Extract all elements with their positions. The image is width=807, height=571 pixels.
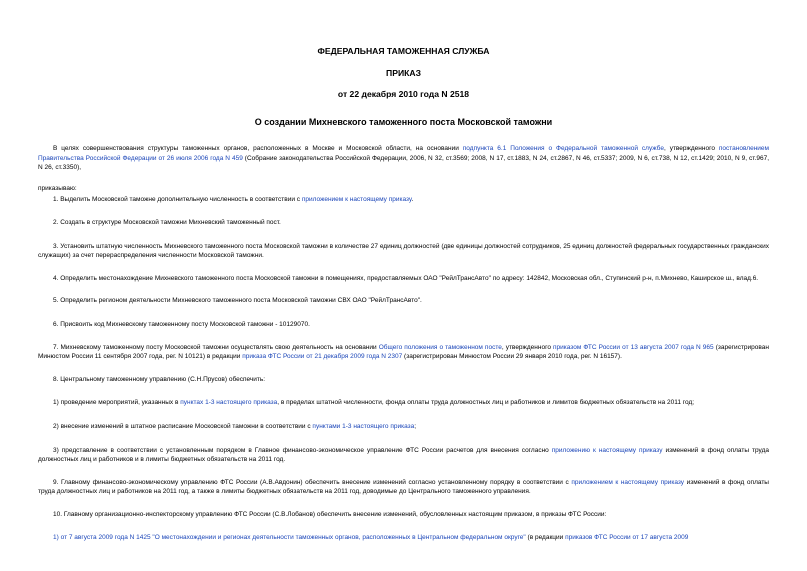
item-8-1 [38,398,769,408]
item-8-3-end: изменений в фонд оплаты труда должностных лиц и работников и в лимиты бюджетных обязательств на 2011 год. [38,446,769,464]
item-1-end: . [411,196,414,204]
item-9-text: 9. Главному финансово-экономическому управлению ФТС России (А.В.Авдонин) обеспечить внесение изменений согласно установленному порядку в соответствии с [53,478,572,486]
link-fts-regulation[interactable]: подпункта 6.1 Положения о Федеральной таможенной службе [462,145,664,152]
item-8-2-text: 2) внесение изменений в штатное расписание Московской таможни в соответствии с [53,422,313,430]
item-8-3-text: 3) представление в соответствии с установленным порядком в Главное финансово-экономическое управление ФТС России расчетов для внесения согласно [53,446,552,454]
item-6: 6. Присвоить код Михневскому таможенному посту Московской таможни - 10129070. [53,320,310,328]
item-8-1-text: 1) проведение мероприятий, указанных в [53,399,181,407]
link-appendix-3[interactable]: приложением к настоящему приказу [571,478,685,486]
item-9-end: изменений в фонд оплаты труда должностных лиц и работников на 2011 год, а также в лимиты бюджетных обязательств на 2011 год, доводимые до Центрального таможенного управления. [38,478,769,496]
item-4: 4. Определить местонахождение Михневского таможенного поста Московской таможни в помещениях, предоставляемых ОАО "РейлТрансАвто" по адресу: 142842, Московская обл., Ступинский р-н, п.Михнево, Каширское ш., влад.6. [53,274,759,282]
document-body [38,144,769,543]
link-points-1-3[interactable]: пунктами 1-3 настоящего приказа [312,422,415,430]
item-8: 8. Центральному таможенному управлению (С.Н.Прусов) обеспечить: [53,375,266,383]
link-order-965[interactable]: приказом ФТС России от 13 августа 2007 года N 965 [553,343,714,351]
date-line: от 22 декабря 2010 года N 2518 [337,89,470,99]
item-7-text-2: , утвержденного [501,343,553,351]
item-10-1-text: (в редакции [525,534,566,542]
agency-heading: ФЕДЕРАЛЬНАЯ ТАМОЖЕННАЯ СЛУЖБА [317,46,490,56]
link-items-1-3[interactable]: пунктах 1-3 настоящего приказа [180,399,278,407]
item-7-text-3: (зарегистрирован Минюстом России 11 сентября 2007 года, рег. N 10121) в редакции [38,343,769,361]
preamble-text-1: В целях совершенствования структуры таможенных органов, расположенных в Москве и Московской области, на основании [53,145,463,152]
item-9 [38,478,769,497]
item-1 [38,195,769,205]
preamble-text-2: , утвержденного [663,145,719,152]
item-7 [38,343,769,362]
preamble-text-3: (Собрание законодательства Российской Федерации, 2006, N 32, ст.3569; 2008, N 17, ст.1883, N 24, ст.2867, N 46, ст.5337; 2009, N 6, ст.738, N 12, ст.1429; 2010, N 9, ст.967, N 26, ст.3350), [38,154,769,172]
link-appendix[interactable]: приложением к настоящему приказу [301,196,412,204]
item-2: 2. Создать в структуре Московской таможни Михневский таможенный пост. [53,218,281,226]
item-8-1-end: , в пределах штатной численности, фонда оплаты труда должностных лиц и работников и лимитов бюджетных обязательств на 2011 год; [277,399,695,407]
item-5: 5. Определить регионом деятельности Михневского таможенного поста Московской таможни СВХ ОАО "РейлТрансАвто". [53,297,422,305]
link-general-regulation[interactable]: Общего положения о таможенном посте [378,343,502,351]
order-word: приказываю: [38,184,77,192]
item-10-1-number: 1) [53,534,61,542]
doc-type-heading: ПРИКАЗ [386,68,421,78]
item-8-3 [38,446,769,465]
link-orders-2009[interactable]: приказов ФТС России от 17 августа 2009 [565,534,689,542]
item-3: 3. Установить штатную численность Михневского таможенного поста Московской таможни в количестве 27 единиц должностей (две единицы должностей сотрудников, 25 единиц должностей федеральных государственных гражданских служащих) за счет перераспределения численности Московской таможни. [38,242,769,260]
preamble [38,144,769,173]
document-title: О создании Михневского таможенного поста Московской таможни [254,117,553,127]
item-10: 10. Главному организационно-инспекторскому управлению ФТС России (С.В.Лобанов) обеспечить внесение изменений, обусловленных настоящим приказом, в приказы ФТС России: [53,510,607,518]
link-order-1425[interactable]: от 7 августа 2009 года N 1425 "О местонахождении и регионах деятельности таможенных органов, расположенных в Центральном федеральном округе" [60,534,526,542]
link-order-2307[interactable]: приказа ФТС России от 21 декабря 2009 года N 2307 [242,353,403,361]
item-10-1 [38,533,769,543]
item-8-2 [38,422,769,432]
item-7-text-4: (зарегистрирован Минюстом России 29 января 2010 года, рег. N 16157). [402,353,622,361]
link-government-decree[interactable]: постановлением Правительства Российской Федерации от 26 июля 2006 года N 459 [38,145,769,162]
item-7-text-1: 7. Михневскому таможенному посту Московской таможни осуществлять свою деятельность на основании [53,343,379,351]
item-1-text: 1. Выделить Московской таможне дополнительную численность в соответствии с [53,196,302,204]
link-appendix-2[interactable]: приложению к настоящему приказу [551,446,663,454]
item-8-2-end: ; [414,422,417,430]
